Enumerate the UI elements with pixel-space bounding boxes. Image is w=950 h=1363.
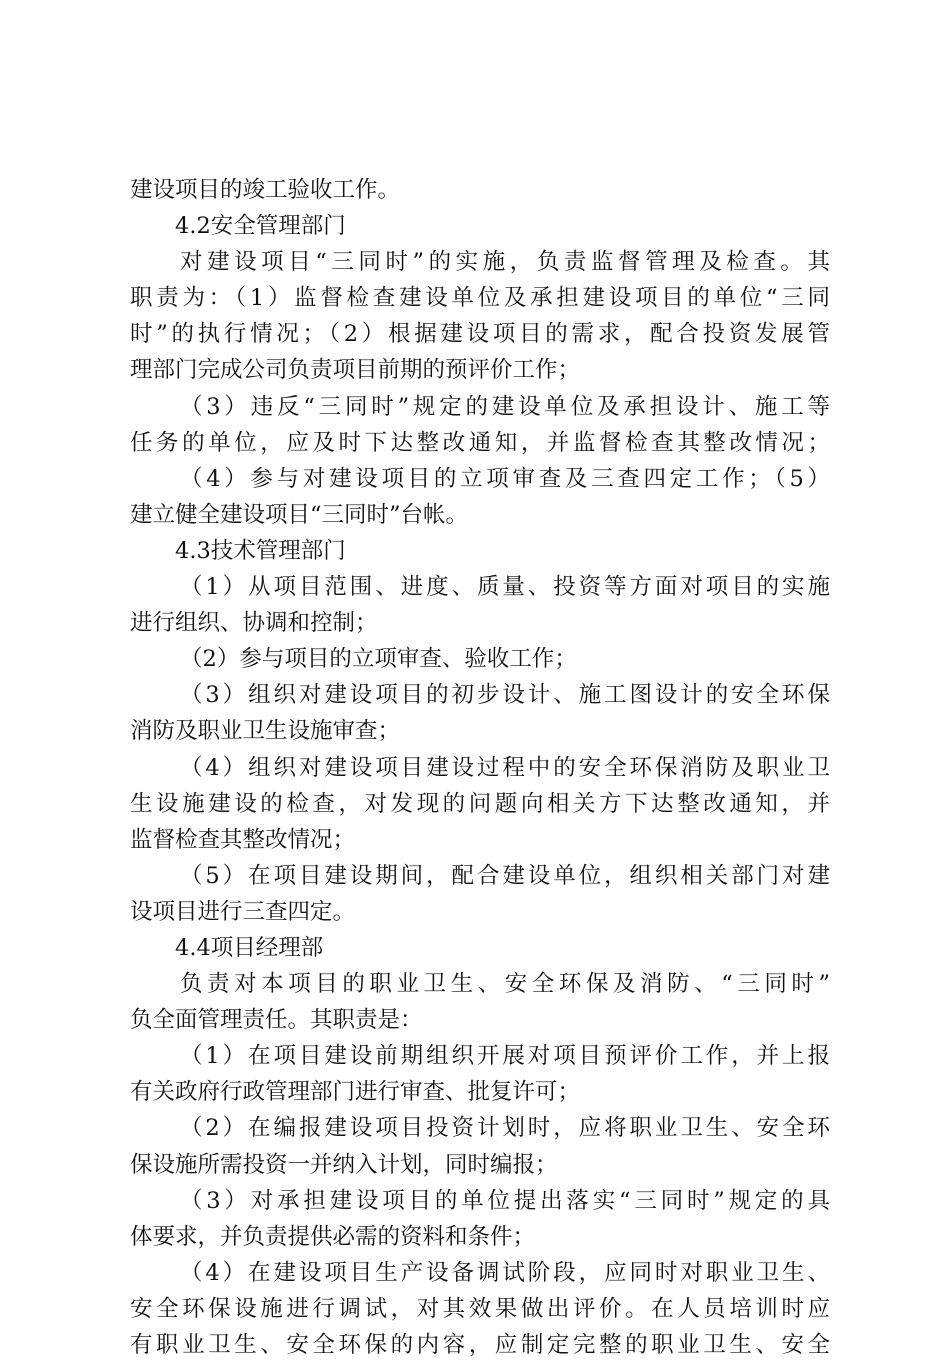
text-line: 4.3技术管理部门: [175, 537, 346, 564]
document-body: [130, 172, 830, 1363]
text-line: （1）从项目范围、进度、质量、投资等方面对项目的实施: [180, 574, 830, 601]
text-line: 职责为：（1）监督检查建设单位及承担建设项目的单位“三同: [130, 285, 830, 312]
text-line: 有职业卫生、安全环保的内容，应制定完整的职业卫生、安全: [130, 1332, 830, 1358]
text-line: 理部门完成公司负责项目前期的预评价工作；: [130, 357, 581, 384]
text-line: 负责对本项目的职业卫生、安全环保及消防、“三同时”: [180, 971, 830, 998]
text-line: （3）违反“三同时”规定的建设单位及承担设计、施工等: [180, 393, 830, 420]
text-line: （3）组织对建设项目的初步设计、施工图设计的安全环保: [180, 682, 830, 709]
text-line: （4）参与对建设项目的立项审查及三查四定工作；（5）: [180, 465, 830, 492]
text-line: （5）在项目建设期间，配合建设单位，组织相关部门对建: [180, 862, 830, 889]
text-line: （1）在项目建设前期组织开展对项目预评价工作，并上报: [180, 1043, 830, 1070]
text-line: （4）在建设项目生产设备调试阶段，应同时对职业卫生、: [180, 1259, 830, 1286]
text-line: 生设施建设的检查，对发现的问题向相关方下达整改通知，并: [130, 790, 830, 817]
text-line: 4.4项目经理部: [175, 934, 324, 961]
text-line: 对建设项目“三同时”的实施，负责监督管理及检查。其: [180, 249, 830, 276]
text-line: 有关政府行政管理部门进行审查、批复许可；: [130, 1079, 581, 1106]
text-line: 建设项目的竣工验收工作。: [130, 177, 401, 203]
text-line: 建立健全建设项目“三同时”台帐。: [130, 501, 469, 528]
text-line: 监督检查其整改情况；: [130, 826, 356, 853]
text-line: 进行组织、协调和控制；: [130, 610, 378, 637]
text-line: 保设施所需投资一并纳入计划，同时编报；: [130, 1151, 558, 1178]
text-line: 任务的单位，应及时下达整改通知，并监督检查其整改情况；: [130, 429, 830, 456]
text-line: （4）组织对建设项目建设过程中的安全环保消防及职业卫: [180, 754, 830, 781]
text-line: 4.2安全管理部门: [175, 213, 346, 240]
text-line: 时”的执行情况；（2）根据建设项目的需求，配合投资发展管: [130, 321, 830, 348]
text-line: 设项目进行三查四定。: [130, 898, 356, 925]
text-line: （2）在编报建设项目投资计划时，应将职业卫生、安全环: [180, 1115, 830, 1142]
text-line: 负全面管理责任。其职责是：: [130, 1007, 423, 1034]
text-line: （2）参与项目的立项审查、验收工作；: [180, 646, 577, 673]
text-line: 消防及职业卫生设施审查；: [130, 718, 401, 745]
text-line: 安全环保设施进行调试，对其效果做出评价。在人员培训时应: [130, 1295, 830, 1322]
text-line: 体要求，并负责提供必需的资料和条件；: [130, 1223, 536, 1250]
text-line: （3）对承担建设项目的单位提出落实“三同时”规定的具: [180, 1187, 830, 1214]
